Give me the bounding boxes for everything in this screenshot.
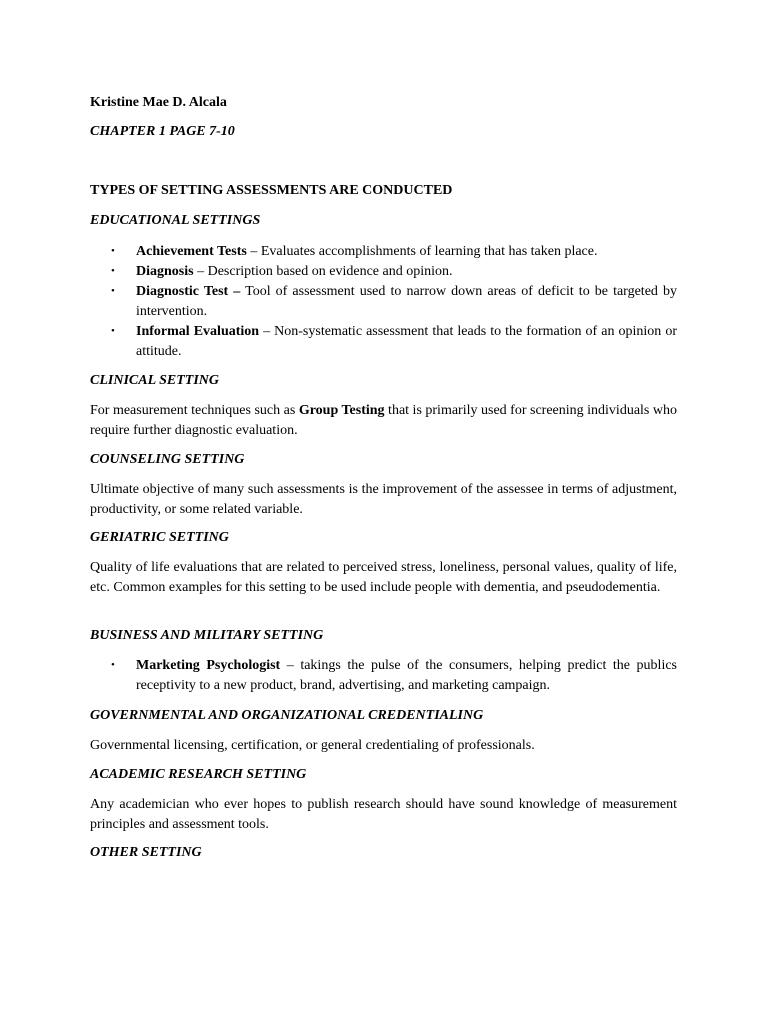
chapter-reference: CHAPTER 1 PAGE 7-10 — [90, 124, 235, 139]
bullet-icon: • — [111, 659, 115, 671]
list-item — [90, 656, 677, 695]
list-item-term: Marketing Psychologist — [136, 658, 281, 673]
academic-paragraph: Any academician who ever hopes to publish research should have sound knowledge of measurement principles and assessment tools. — [90, 797, 677, 832]
bullet-icon: • — [111, 245, 115, 257]
section-heading-governmental: GOVERNMENTAL AND ORGANIZATIONAL CREDENTIALING — [90, 708, 484, 723]
main-heading: TYPES OF SETTING ASSESSMENTS ARE CONDUCTED — [90, 183, 453, 198]
list-item — [90, 282, 677, 321]
list-item — [90, 262, 677, 282]
list-item-desc: Tool of assessment used to narrow down areas of deficit to be targeted by intervention. — [136, 284, 677, 319]
list-item-desc: – Evaluates accomplishments of learning that has taken place. — [246, 244, 598, 259]
clinical-text-before: For measurement techniques such as — [90, 403, 299, 418]
bullet-icon: • — [111, 285, 115, 297]
section-heading-other: OTHER SETTING — [90, 845, 202, 860]
list-item-term: Informal Evaluation — [136, 324, 260, 339]
section-heading-geriatric: GERIATRIC SETTING — [90, 530, 229, 545]
list-item-desc: – Description based on evidence and opinion. — [193, 263, 453, 279]
geriatric-paragraph: Quality of life evaluations that are related to perceived stress, loneliness, personal values, quality of life, etc. Common examples for this setting to be used include people with dementia, and pseudodementia. — [90, 560, 677, 595]
section-heading-educational: EDUCATIONAL SETTINGS — [90, 213, 261, 228]
section-heading-counseling: COUNSELING SETTING — [90, 452, 245, 467]
list-item-desc: – takings the pulse of the consumers, helping predict the publics receptivity to a new product, brand, advertising, and marketing campaign. — [136, 658, 677, 693]
clinical-text-after: that is primarily used for screening individuals who require further diagnostic evaluation. — [90, 403, 677, 438]
counseling-paragraph: Ultimate objective of many such assessments is the improvement of the assessee in terms of adjustment, productivity, or some related variable. — [90, 482, 677, 517]
list-item-term: Diagnostic Test – — [136, 284, 241, 299]
clinical-text-bold: Group Testing — [298, 403, 385, 418]
list-item-term: Diagnosis — [136, 263, 194, 279]
author-name: Kristine Mae D. Alcala — [90, 95, 227, 110]
section-heading-academic: ACADEMIC RESEARCH SETTING — [90, 767, 307, 782]
bullet-icon: • — [111, 325, 115, 337]
list-item — [90, 322, 677, 361]
bullet-icon: • — [111, 264, 115, 277]
section-heading-business: BUSINESS AND MILITARY SETTING — [90, 628, 324, 643]
governmental-paragraph: Governmental licensing, certification, or general credentialing of professionals. — [90, 738, 535, 753]
list-item-term: Achievement Tests — [136, 244, 247, 259]
list-item — [90, 242, 677, 262]
clinical-paragraph — [90, 401, 677, 440]
list-item-desc: – Non-systematic assessment that leads to the formation of an opinion or attitude. — [136, 324, 677, 359]
section-heading-clinical: CLINICAL SETTING — [90, 373, 220, 388]
educational-list — [90, 242, 677, 361]
business-list — [90, 656, 677, 695]
